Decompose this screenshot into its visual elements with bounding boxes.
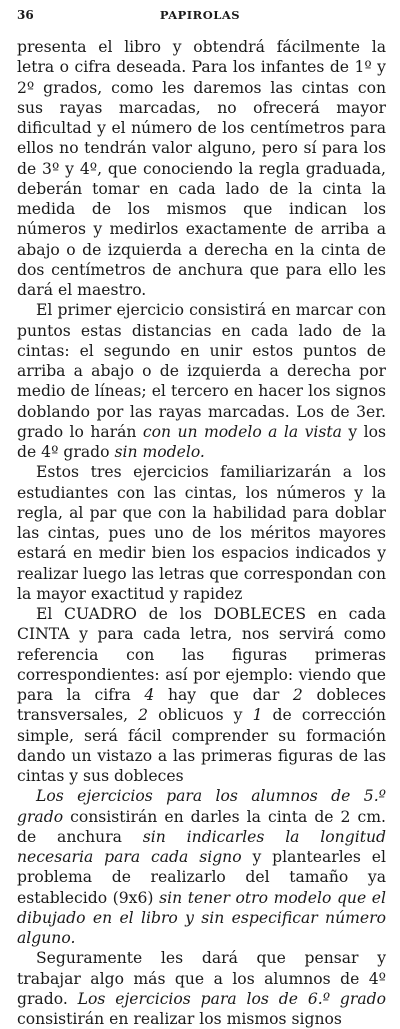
page-header <box>17 8 383 26</box>
paragraph-4-text-3: dobleces transversales, <box>17 686 386 725</box>
paragraph-2-text-2: y los de 4º grado <box>17 422 387 461</box>
paragraph-5-italic-2: sin indicarles la longitud necesaria para cada signo <box>17 827 386 866</box>
paragraph-4-text: El CUADRO de los DOBLECES en cada CINTA y para cada letra, nos servirá como referencia con las figuras primeras correspondientes: así por ejemplo: viendo que para la cifra <box>17 605 386 704</box>
paragraph-2 <box>17 300 386 462</box>
paragraph-5-italic-1: Los ejercicios para los alumnos de 5.º grado <box>17 787 386 826</box>
paragraph-3-text: Estos tres ejercicios familiarizarán a los estudiantes con las cintas, los números y la regla, al par que con la habilidad para doblar las cintas, pues uno de los méritos mayores estará en medir bien los espacios indicados y realizar luego las letras que correspondan con la mayor exactitud y rapidez <box>17 463 386 603</box>
paragraph-2-italic-1: con un modelo a la vista <box>142 422 342 441</box>
paragraph-6-text: Seguramente les dará que pensar y trabajar algo más que a los alumnos de 4º grado. <box>17 949 386 1008</box>
paragraph-4-italic-1: 4 <box>144 686 155 704</box>
paragraph-3 <box>17 462 386 604</box>
paragraph-5-text: consistirán en darles la cinta de 2 cm. de anchura <box>17 807 386 846</box>
paragraph-5-text-2: y plantearles el problema de realizarlo del tamaño ya establecido (9x6) <box>17 848 386 907</box>
paragraph-4-italic-3: 2 <box>138 706 149 725</box>
paragraph-4-text-5: de corrección simple, será fácil comprender su formación dando un vistazo a las primeras figuras de las cintas y sus dobleces <box>17 706 386 785</box>
body-text <box>17 37 386 1029</box>
paragraph-4-text-2: hay que dar <box>154 686 293 704</box>
paragraph-2-italic-2: sin modelo. <box>114 443 205 461</box>
paragraph-6 <box>17 948 386 1029</box>
paragraph-5-italic-3: sin tener otro modelo que el dibujado en el libro y sin especificar número alguno. <box>17 888 387 947</box>
paragraph-5 <box>17 786 386 948</box>
running-head: PAPIROLAS <box>159 8 241 22</box>
paragraph-4-italic-2: 2 <box>292 686 303 704</box>
paragraph-4 <box>17 604 386 786</box>
paragraph-1-text: presenta el libro y obtendrá fácilmente la letra o cifra deseada. Para los infantes de 1º y 2º grados, como les daremos las cintas con sus rayas marcadas, no ofrecerá mayor dificultad y el número de los centímetros para ellos no tendrán valor alguno, pero sí para los de 3º y 4º, que conociendo la regla graduada, deberán tomar en cada lado de la cinta la medida de los mismos que indican los números y medirlos exactamente de arriba a abajo o de izquierda a derecha en la cinta de dos centímetros de anchura que para ello les dará el maestro. <box>17 38 386 299</box>
page-number: 36 <box>17 8 34 22</box>
paragraph-4-text-4: oblicuos y <box>148 706 253 725</box>
paragraph-6-italic-1: Los ejercicios para los de 6.º grado <box>77 989 386 1008</box>
paragraph-1 <box>17 37 386 300</box>
paragraph-6-text-2: consistirán en realizar los mismos signos <box>17 1010 342 1028</box>
paragraph-4-italic-4: 1 <box>252 706 263 725</box>
paragraph-2-text: El primer ejercicio consistirá en marcar con puntos estas distancias en cada lado de la cintas: el segundo en unir estos puntos de arriba a abajo o de izquierda a derecha por medio de líneas; el tercero en hacer los signos doblando por las rayas marcadas. Los de 3er. grado lo harán <box>17 301 386 441</box>
